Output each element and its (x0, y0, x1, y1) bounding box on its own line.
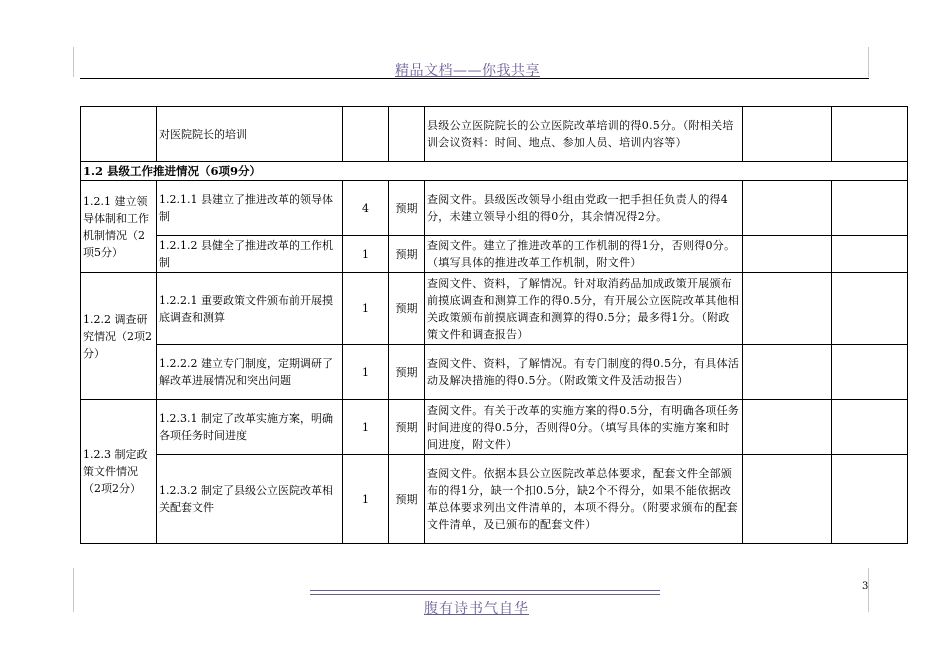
crop-mark-bottom-left (73, 568, 74, 612)
item-cell: 1.2.3.2 制定了县级公立医院改革相关配套文件 (157, 455, 343, 544)
score-cell: 1 (343, 345, 389, 400)
blank-cell (743, 273, 832, 345)
section-heading: 1.2 县级工作推进情况（6项9分） (81, 162, 908, 181)
blank-cell (743, 236, 832, 273)
item-cell: 1.2.2.1 重要政策文件颁布前开展摸底调查和测算 (157, 273, 343, 345)
crop-mark-top-right (868, 47, 869, 77)
type-cell: 预期 (389, 400, 425, 455)
item-cell: 1.2.3.1 制定了改革实施方案，明确各项任务时间进度 (157, 400, 343, 455)
evaluation-table (80, 106, 908, 544)
criteria-cell: 查阅文件。依据本县公立医院改革总体要求，配套文件全部颁布的得1分，缺一个扣0.5分，缺2个不得分，如果不能依据改革总体要求列出文件清单的，本项不得分。（附要求颁布的配套文件清单，及已颁布的配套文件） (425, 455, 743, 544)
blank-cell (832, 181, 908, 236)
score-cell: 1 (343, 273, 389, 345)
score-cell: 1 (343, 455, 389, 544)
footer-title: 腹有诗书气自华 (424, 601, 529, 617)
section-row (81, 162, 908, 181)
category-cell: 1.2.3 制定政策文件情况（2项2分） (81, 400, 157, 544)
blank-cell (743, 400, 832, 455)
table-row (81, 273, 908, 345)
header-title: 精品文档——你我共享 (395, 63, 540, 79)
blank-cell (832, 455, 908, 544)
blank-cell (832, 236, 908, 273)
blank-cell (743, 345, 832, 400)
blank-cell (743, 181, 832, 236)
blank-cell (832, 107, 908, 162)
blank-cell (743, 107, 832, 162)
crop-mark-top-left (73, 47, 74, 77)
page-number: 3 (862, 581, 869, 592)
category-cell (81, 107, 157, 162)
type-cell: 预期 (389, 273, 425, 345)
score-cell: 1 (343, 236, 389, 273)
score-cell (343, 107, 389, 162)
item-cell: 1.2.2.2 建立专门制度，定期调研了解改革进展情况和突出问题 (157, 345, 343, 400)
table-row (81, 400, 908, 455)
table-row (81, 107, 908, 162)
table-row (81, 181, 908, 236)
type-cell: 预期 (389, 236, 425, 273)
category-cell: 1.2.1 建立领导体制和工作机制情况（2项5分） (81, 181, 157, 273)
category-cell: 1.2.2 调查研究情况（2项2分） (81, 273, 157, 400)
type-cell: 预期 (389, 455, 425, 544)
criteria-cell: 查阅文件。县级医改领导小组由党政一把手担任负责人的得4分，未建立领导小组的得0分，其余情况得2分。 (425, 181, 743, 236)
table-row (81, 455, 908, 544)
table-row (81, 236, 908, 273)
type-cell: 预期 (389, 345, 425, 400)
blank-cell (832, 273, 908, 345)
type-cell: 预期 (389, 181, 425, 236)
type-cell (389, 107, 425, 162)
item-cell: 对医院院长的培训 (157, 107, 343, 162)
header-rule (80, 78, 869, 79)
table-row (81, 345, 908, 400)
item-cell: 1.2.1.2 县健全了推进改革的工作机制 (157, 236, 343, 273)
criteria-cell: 查阅文件。有关于改革的实施方案的得0.5分，有明确各项任务时间进度的得0.5分，否则得0分。（填写具体的实施方案和时间进度，附文件） (425, 400, 743, 455)
footer-rule (310, 590, 660, 598)
criteria-cell: 查阅文件、资料，了解情况。有专门制度的得0.5分，有具体活动及解决措施的得0.5分。（附政策文件及活动报告） (425, 345, 743, 400)
criteria-cell: 查阅文件。建立了推进改革的工作机制的得1分，否则得0分。（填写具体的推进改革工作机制，附文件） (425, 236, 743, 273)
criteria-cell: 查阅文件、资料，了解情况。针对取消药品加成政策开展颁布前摸底调查和测算工作的得0.5分，有开展公立医院改革其他相关政策颁布前摸底调查和测算的得0.5分；最多得1分。（附政策文件和调查报告） (425, 273, 743, 345)
blank-cell (832, 345, 908, 400)
score-cell: 4 (343, 181, 389, 236)
blank-cell (743, 455, 832, 544)
blank-cell (832, 400, 908, 455)
criteria-cell: 县级公立医院院长的公立医院改革培训的得0.5分。（附相关培训会议资料：时间、地点、参加人员、培训内容等） (425, 107, 743, 162)
score-cell: 1 (343, 400, 389, 455)
item-cell: 1.2.1.1 县建立了推进改革的领导体制 (157, 181, 343, 236)
